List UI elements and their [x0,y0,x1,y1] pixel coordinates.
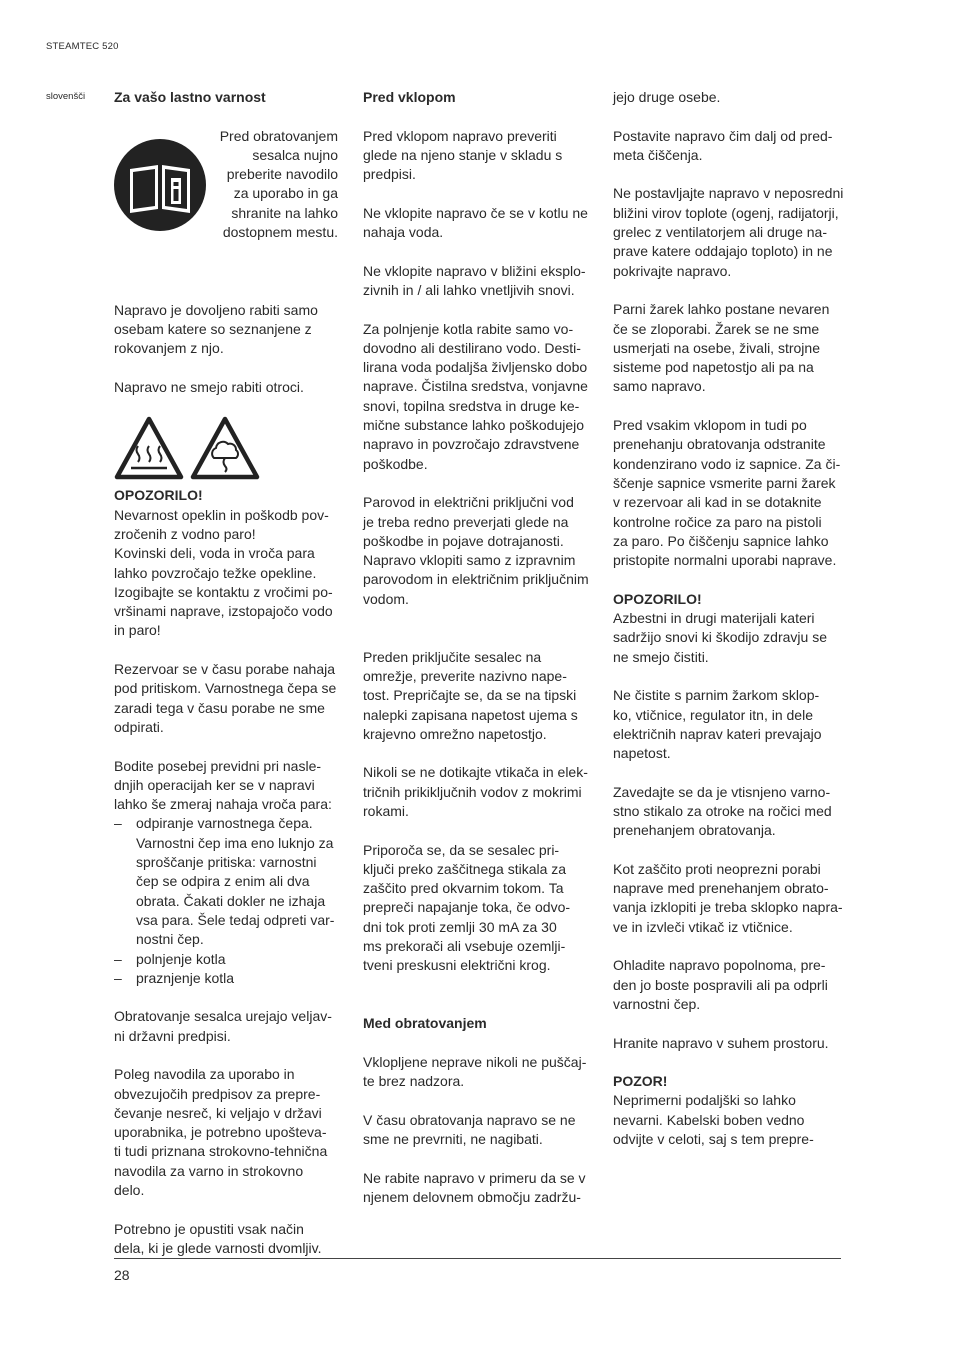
info-line: dostopnem mestu. [222,224,338,241]
paragraph: Parovod in električni priključni vod je treba redno preverjati glede na poškodbe in pojave dotrajanosti. Napravo vklopiti samo z izpravnim parovodom in električnim priključnim vodom. [363,494,589,607]
paragraph: Pred vklopom napravo preveriti glede na njeno stanje v skladu s predpisi. [363,127,563,183]
footer-rule [114,1258,841,1259]
warning-heading: OPOZORILO! [613,590,702,607]
document-header: STEAMTEC 520 [46,41,119,52]
column-2 [363,88,595,1227]
paragraph: Rezervoar se v času porabe nahaja pod pritiskom. Varnostnega čepa se zaradi tega v času porabe ne sme odpirati. [114,661,337,735]
read-manual-text [198,127,338,243]
paragraph: Ne čistite s parnim žarkom sklop- ko, vtičnice, regulator itn, in dele električnih naprav kateri prevajajo napetost. [613,687,822,762]
paragraph: Za polnjenje kotla rabite samo vo- dovodno ali destilirano vodo. Desti- lirana voda podaljša življensko dobo naprave. Čistilna sredstva, vonjavne snovi, topilna sredstva in druge ke- mične substance lahko poškodujejo napravo in povzročajo zdravstvene poškodbe. [363,320,588,472]
info-line: za uporabo in ga [233,185,338,202]
paragraph: Hranite napravo v suhem prostoru. [613,1034,829,1051]
hot-surface-warning-icon [114,416,184,480]
paragraph: jejo druge osebe. [613,89,721,105]
paragraph: Preden priključite sesalec na omrežje, preverite nazivno nape- tost. Prepričajte se, da se na tipski nalepki zapisana napetost ujema s krajevno omrežno napetostjo. [363,648,578,742]
read-manual-block [114,127,346,301]
read-manual-icon [114,139,206,231]
column-3 [613,88,845,1169]
paragraph: Ne vklopite napravo v bližini eksplo- zivnih in / ali lahko vnetljivih snovi. [363,262,586,298]
paragraph: Pred vsakim vklopom in tudi po prenehanju obratovanja odstranite kondenzirano vodo iz sapnice. Za či- ščenje sapnice vsmerite parni žarek v rezervoar ali kad in se dotaknite kontrolne ročice za paro na pistoli za paro. Po čiščenju sapnice lahko pristopite normalni uporabi naprave. [613,417,841,569]
paragraph: Ne rabite napravo v primeru da se v njenem delovnem območju zadržu- [363,1169,586,1205]
info-line: sesalca nujno [252,146,338,163]
paragraph: Ne postavljajte napravo v neposredni bližini virov toplote (ogenj, radijatorji, grelec z ventilatorjem ali druge na- prave katere oddajajo toploto) in ne pokrivajte napravo. [613,185,844,279]
paragraph: Potrebno je opustiti vsak način dela, ki je glede varnosti dvomljiv. [114,1220,322,1256]
info-line: shranite na lahko [231,204,338,221]
paragraph: Napravo je dovoljeno rabiti samo osebam katere so seznanjene z rokovanjem z njo. [114,301,318,357]
paragraph: Kot zaščito proti neoprezni porabi naprave med prenehanjem obrato- vanja izklopiti je treba sklopko napra- ve in izvleči vtikač iz vtičnice. [613,860,843,935]
dash-list [114,814,346,988]
paragraph: Ne vklopite napravo če se v kotlu ne nahaja voda. [363,204,588,241]
warning-icons [114,416,346,482]
paragraph: Postavite napravo čim dalj od pred- meta čiščenja. [613,127,833,163]
paragraph: Vklopljene neprave nikoli ne puščaj- te brez nadzora. [363,1053,587,1090]
info-line: Pred obratovanjem [219,127,338,144]
page-number: 28 [114,1267,130,1283]
list-item: – odpiranje varnostnega čepa. Varnostni čep ima eno luknjo za sproščanje pritiska: varnostni čep se odpira z enim ali dva obrata. Čakati dokler ne izhaja vsa para. Šele tedaj odpreti var- nostni čep. [114,814,346,949]
paragraph: Nikoli se ne dotikajte vtikača in elek- tričnih prikiključnih vodov z mokrimi rokami. [363,764,588,819]
paragraph: Obratovanje sesalca urejajo veljav- ni državni predpisi. [114,1008,332,1044]
warning-text: Nevarnost opeklin in poškodb pov- zročenih z vodno paro! Kovinski deli, voda in vroča para lahko povzročajo težke opekline. Izogibajte se kontaktu z vročimi po- vršinami naprave, izstopajočo vodo in paro! [114,506,333,639]
language-label: slovenšči [46,91,86,102]
paragraph: Priporoča se, da se sesalec pri- ključi preko zaščitnega stikala za zaščito pred okvarnim tokom. Ta prepreči napajanje toka, če odvo- dni tok proti zemlji 30 mA za 30 ms prekorači ali vsebuje ozemlji- tveni preskusni električni krog. [363,841,571,974]
info-line: preberite navodilo [226,166,338,183]
caution-heading: POZOR! [613,1073,668,1090]
paragraph: Ohladite napravo popolnoma, pre- den jo boste pospravili ali pa odprli varnostni čep. [613,957,828,1012]
paragraph: Poleg navodila za uporabo in obvezujočih predpisov za prepre- čevanje nesreč, ki veljajo v državi uporabnika, je potrebno upošteva- ti tudi priznana strokovno-tehnična navodila za varno in strokovno delo. [114,1066,328,1199]
warning-heading: OPOZORILO! [114,487,203,504]
list-item: – polnjenje kotla [114,950,346,969]
paragraph: Bodite posebej previdni pri nasle- dnjih operacijah ker se v napravi lahko še zmeraj nahaja vroča para: [114,757,332,813]
column-1 [114,88,346,1278]
section-title-safety: Za vašo lastno varnost [114,89,266,105]
paragraph: V času obratovanja napravo se ne sme ne prevrniti, ne nagibati. [363,1111,576,1148]
caution-text: Neprimerni podaljški so lahko nevarni. Kabelski boben vedno odvijte v celoti, saj s tem prepre- [613,1092,814,1148]
list-item: – praznjenje kotla [114,969,346,988]
paragraph: Parni žarek lahko postane nevaren če se zloporabi. Žarek se ne sme usmerjati na osebe, živali, strojne sisteme pod napetostjo ali pa na samo napravo. [613,301,830,395]
section-title-during-operation: Med obratovanjem [363,1015,487,1032]
paragraph: Napravo ne smejo rabiti otroci. [114,378,304,395]
warning-text: Azbestni in drugi materijali kateri sadržijo snovi ki škodijo zdravju se ne smejo čistiti. [613,610,827,665]
paragraph: Zavedajte se da je vtisnjeno varno- stno stikalo za otroke na ročici med prenehanjem obratovanja. [613,783,832,839]
hot-steam-warning-icon [190,416,260,480]
section-title-before-start: Pred vklopom [363,89,456,105]
